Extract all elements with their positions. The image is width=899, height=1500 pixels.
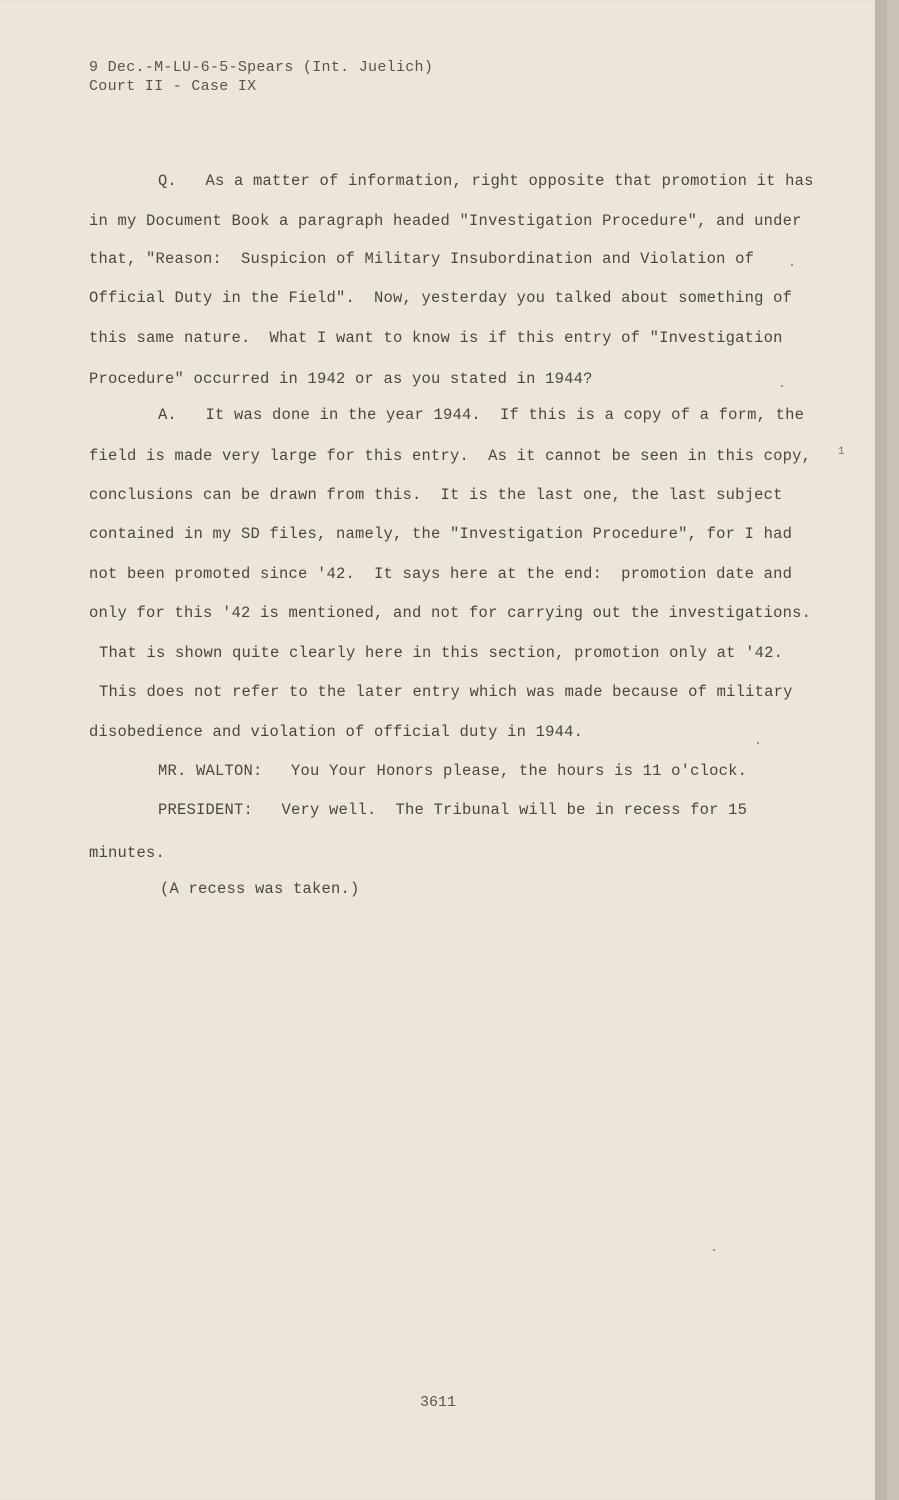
speaker-line: PRESIDENT: Very well. The Tribunal will be in recess for 15 xyxy=(158,801,748,819)
page-edge xyxy=(875,0,887,1500)
paper-speck xyxy=(757,742,759,744)
transcript-line: Procedure" occurred in 1942 or as you stated in 1944? xyxy=(89,370,593,388)
transcript-line: this same nature. What I want to know is if this entry of "Investigation xyxy=(89,329,783,347)
page-number: 3611 xyxy=(420,1394,457,1411)
transcript-line: conclusions can be drawn from this. It is the last one, the last subject xyxy=(89,486,783,504)
margin-mark: 1 xyxy=(838,446,845,458)
transcript-line: Official Duty in the Field". Now, yesterday you talked about something of xyxy=(89,289,793,307)
transcript-line: in my Document Book a paragraph headed "Investigation Procedure", and under xyxy=(89,212,802,230)
header-case-reference: 9 Dec.-M-LU-6-5-Spears (Int. Juelich) xyxy=(89,59,434,76)
transcript-line: Q. As a matter of information, right opposite that promotion it has xyxy=(158,172,814,190)
paper-speck xyxy=(781,385,783,387)
transcript-line: minutes. xyxy=(89,844,166,862)
transcript-line: only for this '42 is mentioned, and not for carrying out the investigations. xyxy=(89,604,812,622)
speaker-line: MR. WALTON: You Your Honors please, the hours is 11 o'clock. xyxy=(158,762,748,780)
paper-speck xyxy=(791,264,793,266)
transcript-line: disobedience and violation of official duty in 1944. xyxy=(89,723,584,741)
transcript-line: contained in my SD files, namely, the "Investigation Procedure", for I had xyxy=(89,525,793,543)
header-court-case: Court II - Case IX xyxy=(89,78,257,95)
recess-note: (A recess was taken.) xyxy=(160,880,360,898)
transcript-line: field is made very large for this entry. As it cannot be seen in this copy, xyxy=(89,447,812,465)
transcript-line: A. It was done in the year 1944. If this is a copy of a form, the xyxy=(158,406,805,424)
transcript-line: That is shown quite clearly here in this section, promotion only at '42. xyxy=(99,644,784,662)
document-header xyxy=(89,58,433,96)
transcript-line: that, "Reason: Suspicion of Military Insubordination and Violation of xyxy=(89,250,755,268)
paper-speck xyxy=(713,1249,715,1251)
transcript-line: This does not refer to the later entry which was made because of military xyxy=(99,683,793,701)
transcript-line: not been promoted since '42. It says here at the end: promotion date and xyxy=(89,565,793,583)
